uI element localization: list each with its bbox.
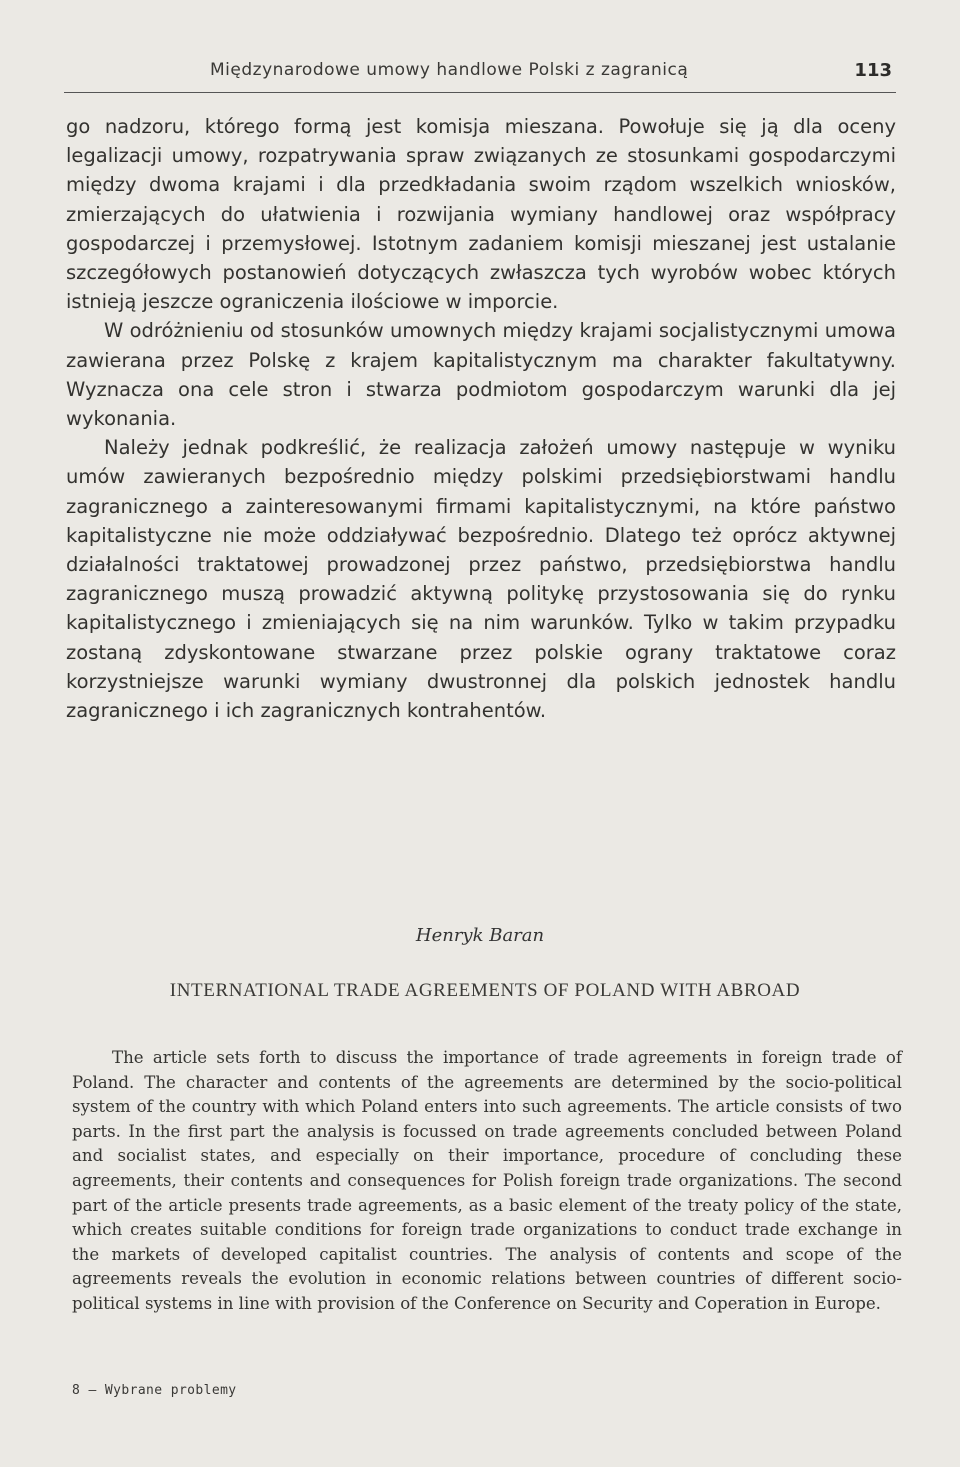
paragraph: W odróżnieniu od stosunków umownych między krajami socjalistycznymi umowa zawierana przez Polskę z krajem kapitalistycznym ma charakter fakultatywny. Wyznacza ona cele stron i stwarza podmiotom gospodarczym warunki dla jej wykonania.	[66, 319, 896, 431]
summary-author: Henryk Baran	[415, 925, 545, 946]
main-text	[66, 112, 896, 725]
running-header	[64, 58, 896, 93]
summary-paragraph: The article sets forth to discuss the importance of trade agreements in foreign trade of Poland. The character and contents of the agreements are determined by the socio-political system of the country with which Poland enters into such agreements. The article consists of two parts. In the first part the analysis is focussed on trade agreements concluded between Poland and socialist states, and especially on their importance, procedure of concluding these agreements, their contents and consequences for Polish foreign trade organizations. The second part of the article presents trade agreements, as a basic element of the treaty policy of the state, which creates suitable conditions for foreign trade organizations to conduct trade exchange in the markets of developed capitalist countries. The analysis of contents and scope of the agreements reveals the evolution in economic relations between countries of different socio-political systems in line with provision of the Conference on Security and Coperation in Europe.	[72, 1048, 902, 1313]
summary-title: INTERNATIONAL TRADE AGREEMENTS OF POLAND WITH ABROAD	[169, 980, 801, 1001]
page-number: 113	[854, 60, 892, 81]
printer-signature: 8 — Wybrane problemy	[72, 1383, 237, 1398]
running-title: Międzynarodowe umowy handlowe Polski z zagranicą	[210, 60, 689, 80]
paragraph: go nadzoru, którego formą jest komisja mieszana. Powołuje się ją dla oceny legalizacji umowy, rozpatrywania spraw związanych ze stosunkami gospodarczymi między dwoma krajami i dla przedkładania swoim rządom wszelkich wniosków, zmierzających do ułatwienia i rozwijania wymiany handlowej oraz współpracy gospodarczej i przemysłowej. Istotnym zadaniem komisji mieszanej jest ustalanie szczegółowych postanowień dotyczących zwłaszcza tych wyrobów wobec których istnieją jeszcze ograniczenia ilościowe w imporcie.	[66, 115, 896, 314]
paragraph: Należy jednak podkreślić, że realizacja założeń umowy następuje w wyniku umów zawieranych bezpośrednio między polskimi przedsiębiorstwami handlu zagranicznego a zainteresowanymi firmami kapitalistycznymi, na które państwo kapitalistyczne nie może oddziaływać bezpośrednio. Dlatego też oprócz aktywnej działalności traktatowej prowadzonej przez państwo, przedsiębiorstwa handlu zagranicznego muszą prowadzić aktywną politykę przystosowania się do rynku kapitalistycznego i zmieniających się na nim warunków. Tylko w takim przypadku zostaną zdyskontowane stwarzane przez polskie ograny traktatowe coraz korzystniejsze warunki wymiany dwustronnej dla polskich jednostek handlu zagranicznego i ich zagranicznych kontrahentów.	[66, 436, 896, 723]
summary-abstract	[72, 1046, 902, 1317]
